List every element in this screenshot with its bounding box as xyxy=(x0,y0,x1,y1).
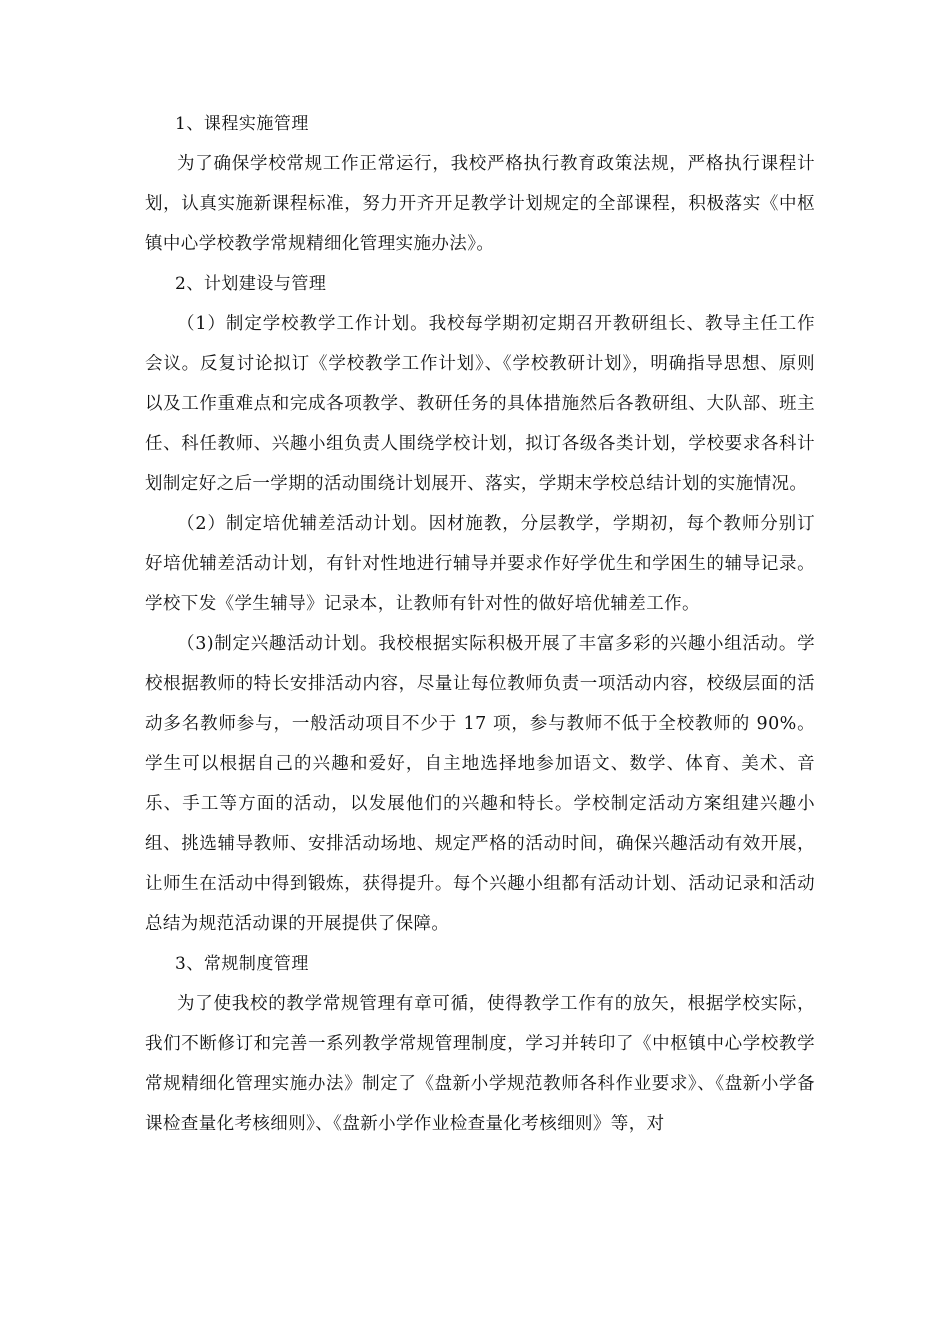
paragraph-tutoring-plan: （2）制定培优辅差活动计划。因材施教，分层教学，学期初，每个教师分别订好培优辅差活动计划，有针对性地进行辅导并要求作好学优生和学困生的辅导记录。学校下发《学生辅导》记录本，让教师有针对性的做好培优辅差工作。 xyxy=(145,514,815,614)
document-body xyxy=(145,104,815,1144)
paragraph-teaching-plan: （1）制定学校教学工作计划。我校每学期初定期召开教研组长、教导主任工作会议。反复讨论拟订《学校教学工作计划》、《学校教研计划》，明确指导思想、原则以及工作重难点和完成各项教学、教研任务的具体措施然后各教研组、大队部、班主任、科任教师、兴趣小组负责人围绕学校计划，拟订各级各类计划，学校要求各科计划制定好之后一学期的活动围绕计划展开、落实，学期末学校总结计划的实施情况。 xyxy=(145,314,815,494)
section-heading-regulation-management: 3、常规制度管理 xyxy=(175,954,309,974)
paragraph-course-management: 为了确保学校常规工作正常运行，我校严格执行教育政策法规，严格执行课程计划，认真实施新课程标准，努力开齐开足教学计划规定的全部课程，积极落实《中枢镇中心学校教学常规精细化管理实施办法》。 xyxy=(145,154,815,254)
paragraph-regulation-management: 为了使我校的教学常规管理有章可循，使得教学工作有的放矢，根据学校实际，我们不断修订和完善一系列教学常规管理制度，学习并转印了《中枢镇中心学校教学常规精细化管理实施办法》制定了《盘新小学规范教师各科作业要求》、《盘新小学备课检查量化考核细则》、《盘新小学作业检查量化考核细则》等，对 xyxy=(145,994,815,1134)
paragraph-interest-activity-plan: （3)制定兴趣活动计划。我校根据实际积极开展了丰富多彩的兴趣小组活动。学校根据教师的特长安排活动内容，尽量让每位教师负责一项活动内容，校级层面的活动多名教师参与，一般活动项目不少于 17 项，参与教师不低于全校教师的 90%。学生可以根据自己的兴趣和爱好，自主地选择地参加语文、数学、体育、美术、音乐、手工等方面的活动，以发展他们的兴趣和特长。学校制定活动方案组建兴趣小组、挑选辅导教师、安排活动场地、规定严格的活动时间，确保兴趣活动有效开展，让师生在活动中得到锻炼，获得提升。每个兴趣小组都有活动计划、活动记录和活动总结为规范活动课的开展提供了保障。 xyxy=(145,634,815,934)
section-heading-course-management: 1、课程实施管理 xyxy=(175,114,309,134)
section-heading-plan-management: 2、计划建设与管理 xyxy=(175,274,327,294)
